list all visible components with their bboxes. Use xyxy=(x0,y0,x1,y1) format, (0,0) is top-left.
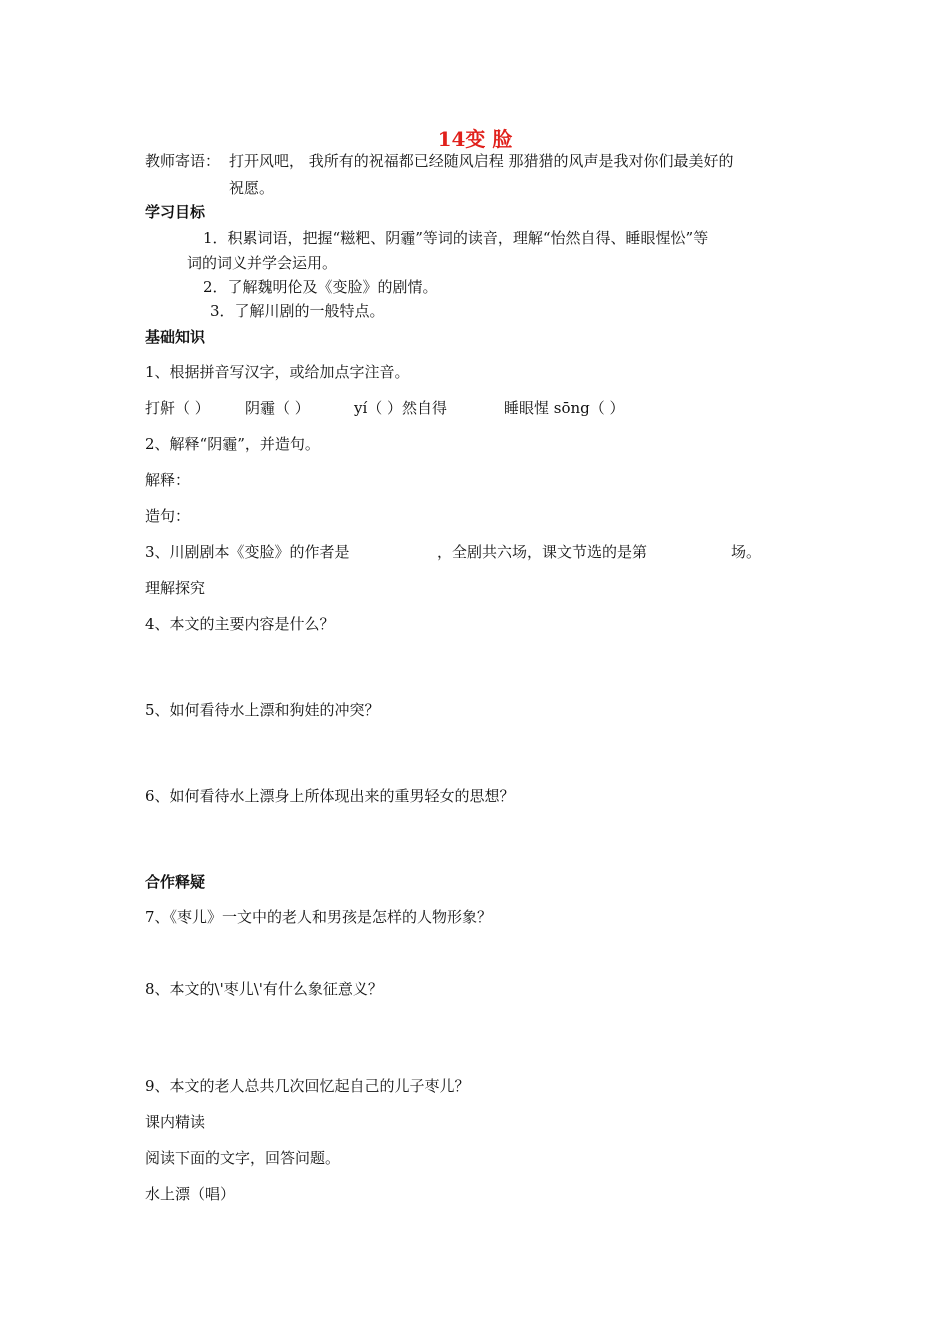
question-2: 2、解释“阴霾”，并造句。 xyxy=(145,435,320,453)
reading-heading: 课内精读 xyxy=(145,1113,206,1131)
question-9: 9、本文的老人总共几次回忆起自己的儿子枣儿？ xyxy=(145,1077,470,1095)
question-2-explain: 解释： xyxy=(145,471,191,489)
understanding-heading: 理解探究 xyxy=(145,579,206,597)
basics-heading: 基础知识 xyxy=(145,328,206,346)
question-7: 7、《枣儿》一文中的老人和男孩是怎样的人物形象？ xyxy=(145,908,493,926)
question-5: 5、如何看待水上漂和狗娃的冲突？ xyxy=(145,701,380,719)
reading-speaker: 水上漂（唱） xyxy=(145,1185,236,1203)
cooperation-heading: 合作释疑 xyxy=(145,873,206,891)
teacher-message-line1: 打开风吧， 我所有的祝福都已经随风启程 那猎猎的风声是我对你们最美好的 xyxy=(229,152,734,170)
pinyin-item-2: 阴霾（ ） xyxy=(245,399,310,417)
goal-item-1-line2: 词的词义并学会运用。 xyxy=(187,254,338,272)
question-3-part3: 场。 xyxy=(731,543,762,561)
question-3-part2: ，全剧共六场，课文节选的是第 xyxy=(437,543,648,561)
teacher-message-label: 教师寄语： xyxy=(145,152,221,170)
question-3-part1: 3、川剧剧本《变脸》的作者是 xyxy=(145,543,350,561)
pinyin-item-3: yí（ ）然自得 xyxy=(354,399,448,417)
question-2-sentence: 造句： xyxy=(145,507,191,525)
page-title: 14变 脸 xyxy=(437,127,513,151)
pinyin-item-1: 打鼾（ ） xyxy=(145,399,210,417)
pinyin-item-4: 睡眼惺 sōng（ ） xyxy=(504,399,625,417)
reading-instruction: 阅读下面的文字，回答问题。 xyxy=(145,1149,341,1167)
goal-item-2: 2．了解魏明伦及《变脸》的剧情。 xyxy=(203,278,438,296)
question-8: 8、本文的\'枣儿\'有什么象征意义？ xyxy=(145,980,383,998)
goal-item-3: 3．了解川剧的一般特点。 xyxy=(210,302,385,320)
question-6: 6、如何看待水上漂身上所体现出来的重男轻女的思想？ xyxy=(145,787,515,805)
teacher-message-line2: 祝愿。 xyxy=(229,179,275,197)
question-1: 1、根据拼音写汉字，或给加点字注音。 xyxy=(145,363,410,381)
goal-item-1-line1: 1．积累词语，把握“糍粑、阴霾”等词的读音，理解“怡然自得、睡眼惺忪”等 xyxy=(203,229,709,247)
question-4: 4、本文的主要内容是什么？ xyxy=(145,615,335,633)
goals-heading: 学习目标 xyxy=(145,203,206,221)
